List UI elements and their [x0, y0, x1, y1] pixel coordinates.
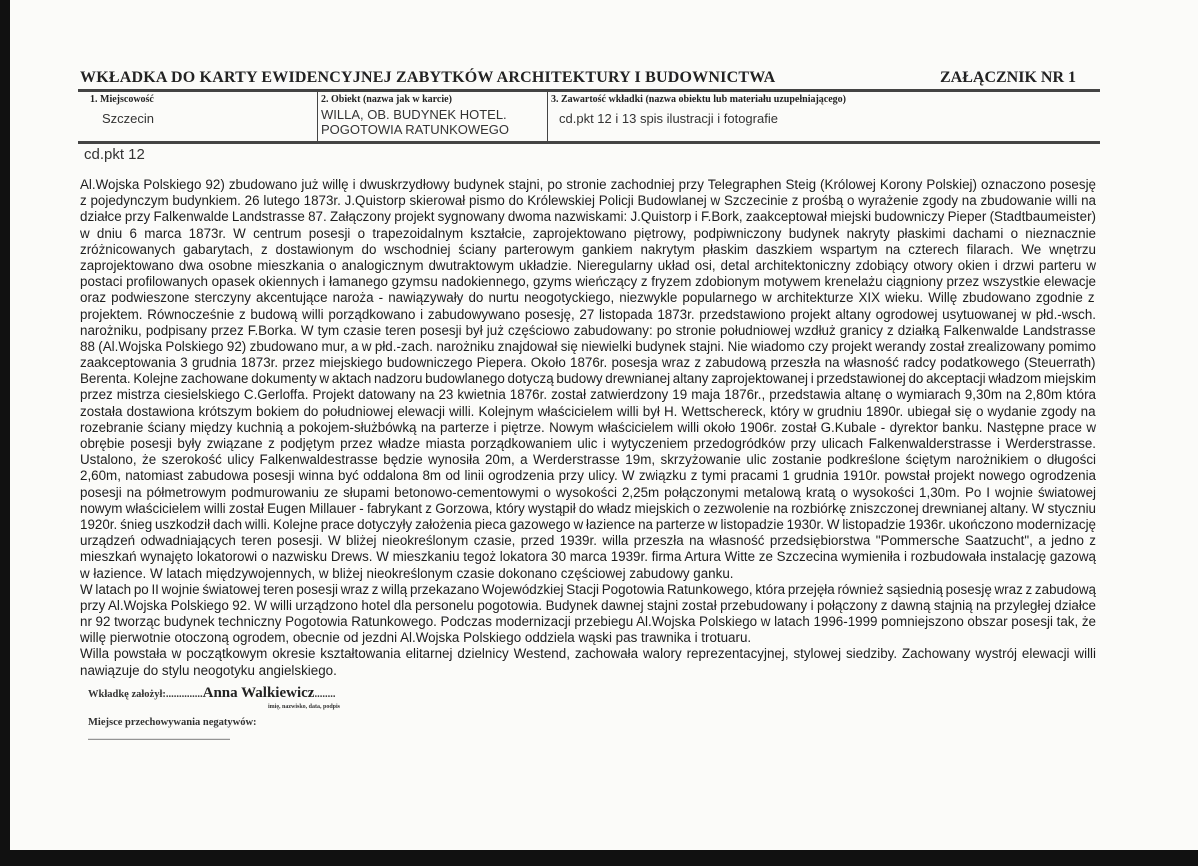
body-line — [80, 339, 1096, 355]
body-line-text: w dniu 6 marca 1873r. W centrum posesji o trapezoidalnym kształcie, zaprojektowano piętrowy, podpiwniczony budynek nakryty płaskimi dachami o nieznacznie — [80, 225, 1096, 241]
document-title: WKŁADKA DO KARTY EWIDENCYJNEJ ZABYTKÓW ARCHITEKTURY I BUDOWNICTWA — [80, 69, 776, 86]
body-line-text: przy Al.Wojska Polskiego 92. W willi urządzono hotel dla personelu pogotowia. Budynek dawnej stajni został przebudowany i połączony z dawną stajnią na przyległej działce — [80, 597, 1096, 613]
body-line — [80, 323, 1096, 339]
body-line — [80, 242, 1096, 258]
body-line — [80, 663, 1096, 679]
body-line — [80, 290, 1096, 306]
body-line — [80, 549, 1096, 565]
document-page — [10, 0, 1198, 850]
author-dots: ........ — [314, 689, 336, 700]
author-label: Wkładkę założył:.............. — [88, 689, 203, 700]
field-label: 1. Miejscowość — [90, 94, 154, 105]
body-line — [80, 566, 1096, 582]
body-line — [80, 193, 1096, 209]
body-text — [80, 177, 1096, 679]
body-line — [80, 646, 1096, 662]
body-line — [80, 371, 1096, 387]
body-line-text: nr 92 tworząc budynek techniczny Pogotowia Ratunkowego. Podczas modernizacji przebiegu Al.Wojska Polskiego w latach 1996-1999 pomniejszono obszar posesji tak, że — [80, 614, 1096, 630]
body-line — [80, 485, 1096, 501]
continuation-label: cd.pkt 12 — [84, 146, 145, 163]
body-line — [80, 209, 1096, 225]
body-line-text: obrębie posesji były związane z podjętym przez władze miasta porządkowaniem ulic i wytyczeniem przedogródków przy ulicach Falkenwalderstrasse i Werderstrasse. — [80, 436, 1096, 451]
field-object — [321, 94, 543, 137]
body-line — [80, 630, 1096, 646]
field-value: WILLA, OB. BUDYNEK HOTEL. — [321, 107, 507, 122]
field-value: cd.pkt 12 i 13 spis ilustracji i fotografie — [559, 111, 778, 126]
cell-divider — [547, 92, 548, 142]
body-line — [80, 274, 1096, 290]
header-rule-top — [78, 89, 1100, 92]
body-line — [80, 307, 1096, 323]
negatives-label: Miejsce przechowywania negatywów: — [88, 717, 257, 728]
body-line-text: Berenta. Kolejne zachowane dokumenty w aktach nadzoru budowlanego dotyczą budowy drewnianej altany zaprojektowanej i przedstawionej do akceptacji władzom miejskim — [80, 371, 1096, 387]
annex-label: ZAŁĄCZNIK NR 1 — [940, 69, 1077, 86]
body-line-text: działce przy Falkenwalde Landstrasse 87. Załączony projekt sygnowany dwoma nazwiskami: J.Quistorp i F.Bork, zaakceptował miejski budowniczy Pieper (Stadtbaumeister) — [80, 209, 1096, 225]
body-line — [80, 582, 1096, 598]
body-line-text: willę pierwotnie otoczoną ogrodem, obecnie od jezdni Al.Wojska Polskiego oddziela wąski pas trawnika i trotuaru. — [80, 630, 752, 646]
body-line-text: została dostawiona krótszym bokiem do południowej elewacji willi. Kolejnym właścicielem willi był H. Wettschereck, który w grudniu 1890r. ubiegał się o wydanie zgody na — [80, 403, 1096, 419]
body-line — [80, 501, 1096, 517]
body-line-text: oraz podwieszone sterczyny akcentujące naroża - nawiązywały do nurtu neogotyckiego, niezwykle popularnego w architekturze XIX wieku. Willę zbudowano zgodnie z — [80, 290, 1095, 306]
body-line — [80, 387, 1096, 403]
body-line-text: urządzeń odwadniających teren posesji. W bliżej nieokreślonym czasie, przed 1939r. willa przeszła na własność przedsiębiorstwa "Pommersche Saatzucht", a jedno z — [80, 533, 1096, 549]
body-line — [80, 226, 1096, 242]
body-line-text: zaakceptowania 3 grudnia 1873r. przez miejskiego budowniczego Piepera. Około 1876r. posesja wraz z zabudową przeszła na własność radcy podatkowego (Steuerrath) — [80, 355, 1096, 371]
body-line — [80, 468, 1096, 484]
body-line-text: W latach po II wojnie światowej teren posesji wraz z willą przekazano Wojewódzkiej Stacji Pogotowia Ratunkowego, która przejęła również sąsiednią posesję wraz z zabudową — [80, 581, 1096, 597]
header-rule-bottom — [78, 141, 1100, 144]
body-line — [80, 614, 1096, 630]
field-label: 3. Zawartość wkładki (nazwa obiektu lub materiału uzupełniającego) — [551, 94, 847, 105]
body-line-text: 2,60m, natomiast zabudowa posesji winna być oddalona 8m od linii ogrodzenia przy ulicy. W związku z tymi pracami 1 grudnia 1910r. powstał projekt nowego ogrodzenia — [80, 468, 1096, 484]
body-line — [80, 533, 1096, 549]
body-line — [80, 436, 1096, 452]
author-line — [88, 684, 335, 702]
field-value: Szczecin — [102, 111, 155, 126]
cell-divider — [317, 92, 318, 142]
author-caption: imię, nazwisko, data, podpis — [268, 704, 341, 710]
body-line — [80, 355, 1096, 371]
body-line-text: 1920r. śnieg uszkodził dach willi. Kolejne prace dotyczyły założenia pieca gazowego w łazience na parterze w listopadzie 1930r. W listopadzie 1936r. ukończono modernizację — [80, 516, 1096, 532]
body-line — [80, 404, 1096, 420]
body-line-text: Willa powstała w początkowym okresie kształtowania elitarnej dzielnicy Westend, zachowała walory reprezentacyjnej, stylowej siedziby. Zachowany wystrój elewacji willi — [80, 646, 1096, 662]
body-line-text: przez mistrza ciesielskiego C.Gerloffa. Projekt datowany na 23 kwietnia 1876r. został zatwierdzony 19 maja 1876r., przedstawia altanę o wymiarach 9,30m na 2,80m która — [80, 387, 1096, 403]
body-line-text: nawiązuje do stylu neogotyku angielskiego. — [80, 662, 337, 678]
author-signature: Anna Walkiewicz — [202, 685, 315, 701]
field-label: 2. Obiekt (nazwa jak w karcie) — [321, 94, 452, 105]
field-locality — [90, 94, 310, 126]
body-line-text: narożniku, podpisany przez F.Borka. W tym czasie teren posesji był już częściowo zabudowany: po stronie południowej wzdłuż granicy z działką Falkenwalde Landstrasse — [80, 322, 1096, 338]
body-line-text: rozebranie ściany między kuchnią a pokojem-służbówką na parterze i piętrze. Nowym właścicielem willi około 1906r. został G.Kubale - dyrektor banku. Następne prace w — [80, 419, 1096, 435]
body-line — [80, 258, 1096, 274]
body-line-text: mieszkań wynajęto lokatorowi o nazwisku Drews. W mieszkaniu tegoż lokatora 30 marca 1939r. firma Artura Witte ze Szczecina wymieniła i rozbudowała instalację gazową — [80, 549, 1096, 565]
body-line-text: zaprojektowano dwa osobne mieszkania o analogicznym dwutraktowym układzie. Nieregularny układ osi, detal architektoniczny zdobiący otwory okien i drzwi parteru w — [80, 257, 1096, 273]
body-line-text: Ustalono, że szerokość ulicy Falkenwaldestrasse będzie wynosiła 20m, a Werderstrasse 19m, skrzyżowanie ulic zostanie podkreślone ściętym narożnikiem o długości — [80, 452, 1096, 468]
body-line-text: projektem. Równocześnie z budową willi porządkowano i zabudowywano posesję, 27 listopada 1873r. przedstawiono projekt altany ogrodowej usytuowanej w płd.-wsch. — [80, 306, 1096, 322]
body-line-text: 88 (Al.Wojska Polskiego 92) zbudowano mur, a w płd.-zach. narożniku znajdował się niewielki budynek stajni. Nie wiadomo czy projekt werandy został zrealizowany pomimo — [80, 338, 1096, 354]
body-line-text: z pojedynczym budynkiem. 26 lutego 1873r. J.Quistorp skierował pismo do Królewskiej Policji Budowlanej w Szczecinie z prośbą o wyrażenie zgody na zbudowanie willi na — [80, 193, 1096, 209]
body-line — [80, 177, 1096, 193]
body-line-text: postaci profilowanych opasek okiennych i łamanego gzymsu nadokiennego, gzyms wieńczący z fryzem zdobionym motywem krenelażu ciągniony przez wszystkie elewacje — [80, 274, 1096, 290]
field-value: POGOTOWIA RATUNKOWEGO — [321, 122, 510, 137]
negatives-value: ....................................................................... — [88, 733, 230, 742]
body-line-text: zróżnicowanych gabarytach, z dostawionym do wschodniej ściany parterowym gankiem nakrytym płaskim daszkiem wspartym na czterech filarach. We wnętrzu — [80, 241, 1096, 257]
body-line — [80, 452, 1096, 468]
body-line — [80, 420, 1096, 436]
body-line — [80, 598, 1096, 614]
body-line — [80, 517, 1096, 533]
body-line-text: Al.Wojska Polskiego 92) zbudowano już willę i dwuskrzydłowy budynek stajni, po stronie zachodniej przy Telegraphen Steig (Królowej Korony Polskiej) oznaczono posesję — [80, 177, 1096, 192]
body-line-text: nowym właścicielem willi został Eugen Millauer - fabrykant z Gorzowa, który wystąpił do władz miejskich o zezwolenie na rozbiórkę zniszczonej drewnianej altany. W styczniu — [80, 500, 1096, 516]
body-line-text: posesji na półmetrowym podmurowaniu ze słupami betonowo-cementowymi o wysokości 2,25m połączonymi metalową kratą o wysokości 1,30m. Po I wojnie światowej — [80, 484, 1096, 500]
body-line-text: w łazience. W latach międzywojennych, w bliżej nieokreślonym czasie dokonano częściowej zabudowy ganku. — [80, 565, 734, 581]
field-contents — [551, 94, 1091, 126]
